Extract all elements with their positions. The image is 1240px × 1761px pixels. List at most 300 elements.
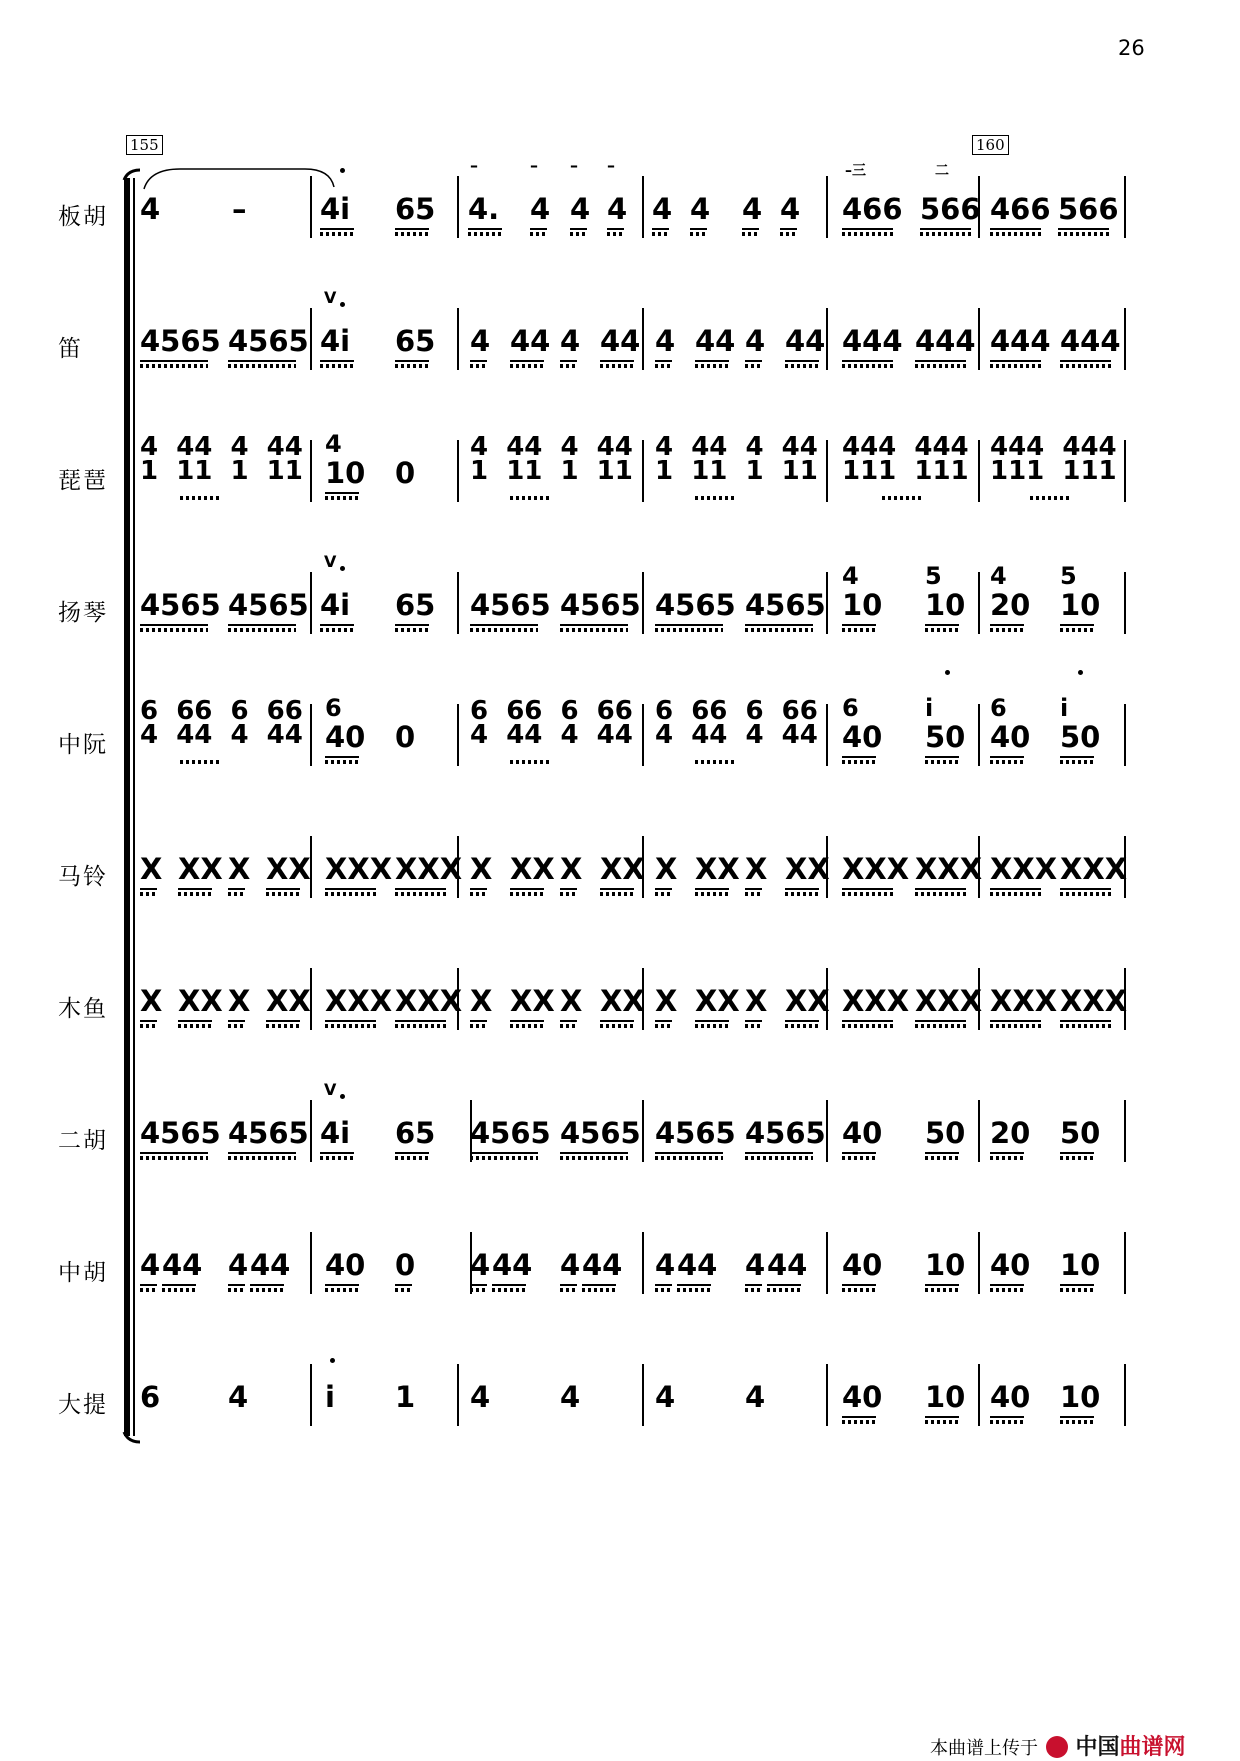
tremolo-mark xyxy=(655,1024,672,1028)
tremolo-mark xyxy=(925,1288,959,1292)
tremolo-mark xyxy=(570,232,587,236)
tremolo-mark xyxy=(990,1156,1024,1160)
underline xyxy=(325,888,376,890)
underline xyxy=(228,1284,245,1286)
instrument-label: 木鱼 xyxy=(58,996,108,1022)
note: 10 xyxy=(925,1248,966,1282)
note: XX xyxy=(785,852,830,886)
tremolo-mark xyxy=(560,364,577,368)
barline xyxy=(826,572,828,634)
chord-upper: 444 444 xyxy=(842,432,969,462)
tremolo-mark xyxy=(695,496,735,500)
underline xyxy=(842,1152,876,1154)
barline xyxy=(457,704,459,766)
chord-upper: 4 44 4 44 xyxy=(655,432,818,462)
note: XXX xyxy=(395,984,463,1018)
note: 10 xyxy=(1060,1248,1101,1282)
note: 4 xyxy=(690,192,711,226)
note: 50 xyxy=(925,1116,966,1150)
underline xyxy=(655,624,723,626)
tremolo-mark xyxy=(325,892,376,896)
note: XXX xyxy=(990,984,1058,1018)
underline xyxy=(915,1020,966,1022)
tremolo-mark xyxy=(530,232,547,236)
note: 65 xyxy=(395,192,436,226)
note: 4565 xyxy=(228,324,309,358)
tremolo-mark xyxy=(925,628,959,632)
underline xyxy=(468,228,502,230)
underline xyxy=(785,360,819,362)
underline xyxy=(925,1152,959,1154)
note: 4 xyxy=(745,324,766,358)
tremolo-mark xyxy=(320,1156,354,1160)
tremolo-mark xyxy=(395,1024,446,1028)
underline xyxy=(228,1020,245,1022)
tremolo-mark xyxy=(228,1156,296,1160)
note: 4 xyxy=(228,1248,249,1282)
note: 444 xyxy=(842,324,903,358)
note-upper: 4 xyxy=(325,430,342,458)
note-lower: 40 xyxy=(990,720,1031,754)
note-lower: 50 xyxy=(925,720,966,754)
barline xyxy=(642,1364,644,1426)
note: i xyxy=(325,1380,335,1414)
tremolo-mark xyxy=(325,1024,376,1028)
tremolo-mark xyxy=(1060,1288,1094,1292)
tremolo-mark xyxy=(785,892,819,896)
brace-top-cap xyxy=(122,168,142,182)
note-upper: 5 xyxy=(925,562,942,590)
barline xyxy=(310,1232,312,1294)
tremolo-mark xyxy=(842,1288,876,1292)
barline xyxy=(1124,440,1126,502)
note: 0 xyxy=(395,720,416,754)
note: 40 xyxy=(325,1248,366,1282)
tremolo-mark xyxy=(180,496,220,500)
tremolo-mark xyxy=(228,1288,245,1292)
note: 6 xyxy=(140,1380,161,1414)
chord-upper: 4 44 4 44 xyxy=(470,432,633,462)
instrument-label: 笛 xyxy=(58,336,83,362)
note: 4 xyxy=(607,192,628,226)
underline xyxy=(1060,888,1111,890)
underline xyxy=(228,360,296,362)
underline xyxy=(320,624,354,626)
underline xyxy=(652,228,669,230)
note: XX xyxy=(266,984,311,1018)
tremolo-mark xyxy=(925,1156,959,1160)
tremolo-mark xyxy=(560,1156,628,1160)
tremolo-mark xyxy=(140,1156,208,1160)
underline xyxy=(990,624,1024,626)
barline xyxy=(642,1100,644,1162)
barline xyxy=(826,1364,828,1426)
note: XXX xyxy=(842,852,910,886)
underline xyxy=(510,1020,544,1022)
underline xyxy=(842,888,893,890)
note-upper: 5 xyxy=(1060,562,1077,590)
underline xyxy=(140,1152,208,1154)
note: X xyxy=(140,984,163,1018)
note: X xyxy=(655,984,678,1018)
note: XXX xyxy=(842,984,910,1018)
underline xyxy=(492,1284,526,1286)
tremolo-mark xyxy=(842,1420,876,1424)
tremolo-mark xyxy=(560,892,577,896)
barline xyxy=(1124,176,1126,238)
underline xyxy=(1060,624,1094,626)
tremolo-mark xyxy=(320,232,354,236)
underline xyxy=(1058,228,1109,230)
barline xyxy=(826,440,828,502)
underline xyxy=(510,888,544,890)
note: 4565 xyxy=(140,1116,221,1150)
note-lower: 10 xyxy=(1060,588,1101,622)
note: 4 xyxy=(560,324,581,358)
tremolo-mark xyxy=(842,1024,893,1028)
note: 4565 xyxy=(655,1116,736,1150)
underline xyxy=(228,624,296,626)
underline xyxy=(470,360,487,362)
note: 4 xyxy=(652,192,673,226)
underline xyxy=(655,1152,723,1154)
underline xyxy=(325,492,359,494)
breath-mark: V xyxy=(324,288,337,307)
underline xyxy=(178,888,212,890)
note: 40 xyxy=(990,1248,1031,1282)
underline xyxy=(320,360,354,362)
note: 50 xyxy=(1060,1116,1101,1150)
tremolo-mark xyxy=(1060,628,1094,632)
tremolo-mark xyxy=(492,1288,526,1292)
barline xyxy=(826,1232,828,1294)
tremolo-mark xyxy=(560,628,628,632)
underline xyxy=(228,1152,296,1154)
note: 10 xyxy=(925,1380,966,1414)
note: 44 xyxy=(767,1248,808,1282)
note: XX xyxy=(785,984,830,1018)
tremolo-mark xyxy=(842,892,893,896)
tremolo-mark xyxy=(470,892,487,896)
underline xyxy=(140,360,208,362)
tremolo-mark xyxy=(745,1024,762,1028)
note: 466 xyxy=(990,192,1051,226)
barline xyxy=(978,1100,980,1162)
chord-lower: 1 11 1 11 xyxy=(140,456,303,486)
underline xyxy=(990,1284,1024,1286)
tremolo-mark xyxy=(395,364,429,368)
note: XX xyxy=(178,852,223,886)
measure-number-160: 160 xyxy=(972,135,1009,155)
note: X xyxy=(140,852,163,886)
tremolo-mark xyxy=(1060,892,1111,896)
note: XX xyxy=(178,984,223,1018)
underline xyxy=(395,1020,446,1022)
octave-dot xyxy=(340,566,345,571)
underline xyxy=(600,888,634,890)
tenuto-mark: – xyxy=(470,156,478,175)
tremolo-mark xyxy=(320,628,354,632)
note: 4565 xyxy=(560,588,641,622)
underline xyxy=(695,1020,729,1022)
barline xyxy=(642,440,644,502)
tremolo-mark xyxy=(140,1024,157,1028)
tremolo-mark xyxy=(915,364,966,368)
tremolo-mark xyxy=(695,760,735,764)
underline xyxy=(250,1284,284,1286)
underline xyxy=(745,1284,762,1286)
note: 4565 xyxy=(560,1116,641,1150)
tremolo-mark xyxy=(745,892,762,896)
note-upper: i xyxy=(925,694,934,722)
note-lower: 40 xyxy=(325,720,366,754)
breath-mark: V xyxy=(324,1080,337,1099)
chord-lower: 4 44 4 44 xyxy=(470,720,633,750)
footer-brand-a[interactable]: 中国 xyxy=(1075,1735,1120,1760)
underline xyxy=(600,1020,634,1022)
chord-upper: 6 66 6 66 xyxy=(470,696,633,726)
tremolo-mark xyxy=(655,1156,723,1160)
note: XX xyxy=(266,852,311,886)
tremolo-mark xyxy=(655,1288,672,1292)
tremolo-mark xyxy=(228,1024,245,1028)
underline xyxy=(920,228,971,230)
underline xyxy=(510,360,544,362)
barline xyxy=(310,176,312,238)
barline xyxy=(457,1364,459,1426)
underline xyxy=(560,624,628,626)
underline xyxy=(162,1284,196,1286)
note-lower: 10 xyxy=(925,588,966,622)
note: 44 xyxy=(677,1248,718,1282)
note: 4i xyxy=(320,192,351,226)
tremolo-mark xyxy=(395,892,446,896)
underline xyxy=(990,1020,1041,1022)
underline xyxy=(1060,360,1111,362)
barline xyxy=(457,308,459,370)
tremolo-mark xyxy=(1060,1156,1094,1160)
measure-number-155: 155 xyxy=(126,135,163,155)
tremolo-mark xyxy=(607,232,624,236)
barline xyxy=(826,308,828,370)
tremolo-mark xyxy=(785,1024,819,1028)
chord-lower: 4 44 4 44 xyxy=(655,720,818,750)
system-brace-thin xyxy=(133,178,135,1436)
underline xyxy=(767,1284,801,1286)
underline xyxy=(325,1284,359,1286)
tremolo-mark xyxy=(990,1288,1024,1292)
underline xyxy=(745,360,762,362)
tremolo-mark xyxy=(842,364,893,368)
note: 4565 xyxy=(140,324,221,358)
note: 4 xyxy=(560,1380,581,1414)
underline xyxy=(470,1152,538,1154)
tenuto-mark: – xyxy=(530,156,538,175)
tremolo-mark xyxy=(510,1024,544,1028)
note: XXX xyxy=(990,852,1058,886)
note: 1 xyxy=(395,1380,416,1414)
underline xyxy=(1060,756,1094,758)
underline xyxy=(695,360,729,362)
tremolo-mark xyxy=(655,628,723,632)
note: 4 xyxy=(742,192,763,226)
tremolo-mark xyxy=(990,232,1041,236)
tremolo-mark xyxy=(990,364,1041,368)
chord-upper: 444 444 xyxy=(990,432,1117,462)
note: X xyxy=(228,984,251,1018)
note-lower: 40 xyxy=(842,720,883,754)
barline xyxy=(310,1364,312,1426)
note: 65 xyxy=(395,324,436,358)
note: 4565 xyxy=(745,1116,826,1150)
note: 40 xyxy=(842,1248,883,1282)
tremolo-mark xyxy=(990,760,1024,764)
chord-lower: 4 44 4 44 xyxy=(140,720,303,750)
note: 4 xyxy=(560,1248,581,1282)
underline xyxy=(266,1020,300,1022)
note-upper: 4 xyxy=(990,562,1007,590)
note: 4 xyxy=(745,1248,766,1282)
underline xyxy=(655,360,672,362)
underline xyxy=(178,1020,212,1022)
tremolo-mark xyxy=(780,232,797,236)
barline xyxy=(310,704,312,766)
note: 466 xyxy=(842,192,903,226)
note: 4565 xyxy=(470,1116,551,1150)
footer-brand-b[interactable]: 曲谱网 xyxy=(1119,1735,1186,1760)
tremolo-mark xyxy=(925,1420,959,1424)
tremolo-mark xyxy=(655,892,672,896)
octave-dot xyxy=(340,168,345,173)
note: 44 xyxy=(162,1248,203,1282)
note-lower: 50 xyxy=(1060,720,1101,754)
tremolo-mark xyxy=(600,1024,634,1028)
note: X xyxy=(228,852,251,886)
footer-credit xyxy=(930,1730,1186,1761)
tremolo-mark xyxy=(745,1288,762,1292)
tremolo-mark xyxy=(990,1024,1041,1028)
barline xyxy=(310,440,312,502)
tremolo-mark xyxy=(1058,232,1109,236)
note: 4565 xyxy=(655,588,736,622)
tremolo-mark xyxy=(510,364,544,368)
octave-dot xyxy=(340,1094,345,1099)
chord-lower: 1 11 1 11 xyxy=(655,456,818,486)
barline xyxy=(978,572,980,634)
note: X xyxy=(470,984,493,1018)
note: 566 xyxy=(920,192,981,226)
underline xyxy=(842,1020,893,1022)
barline xyxy=(978,1364,980,1426)
note: 4 xyxy=(655,324,676,358)
tremolo-mark xyxy=(1060,1420,1094,1424)
chord-upper: 6 66 6 66 xyxy=(655,696,818,726)
tremolo-mark xyxy=(470,1156,538,1160)
note: X xyxy=(560,852,583,886)
note: 4 xyxy=(745,1380,766,1414)
barline xyxy=(457,176,459,238)
tremolo-mark xyxy=(1030,496,1070,500)
barline xyxy=(310,572,312,634)
tremolo-mark xyxy=(842,628,876,632)
barline xyxy=(642,1232,644,1294)
barline xyxy=(978,440,980,502)
tremolo-mark xyxy=(915,1024,966,1028)
underline xyxy=(266,888,300,890)
underline xyxy=(925,1416,959,1418)
tenuto-mark: – xyxy=(607,156,615,175)
note: 4 xyxy=(655,1248,676,1282)
note-upper: 6 xyxy=(842,694,859,722)
underline xyxy=(1060,1284,1094,1286)
note: 444 xyxy=(1060,324,1121,358)
tremolo-mark xyxy=(395,628,429,632)
tremolo-mark xyxy=(600,364,634,368)
barline xyxy=(978,704,980,766)
chord-lower: 111 111 xyxy=(990,456,1117,486)
underline xyxy=(325,1020,376,1022)
barline xyxy=(457,440,459,502)
tremolo-mark xyxy=(560,1288,577,1292)
note: 4565 xyxy=(140,588,221,622)
barline xyxy=(642,176,644,238)
underline xyxy=(915,360,966,362)
chord-lower: 111 111 xyxy=(842,456,969,486)
note: XXX xyxy=(325,852,393,886)
underline xyxy=(530,228,547,230)
tremolo-mark xyxy=(842,760,876,764)
site-logo-icon xyxy=(1046,1736,1068,1758)
tremolo-mark xyxy=(510,892,544,896)
instrument-label: 二胡 xyxy=(58,1128,108,1154)
note: 44 xyxy=(785,324,826,358)
note: 4 xyxy=(228,1380,249,1414)
tremolo-mark xyxy=(695,364,729,368)
instrument-label: 中阮 xyxy=(58,732,108,758)
tremolo-mark xyxy=(915,892,966,896)
underline xyxy=(560,1020,577,1022)
underline xyxy=(140,888,157,890)
tremolo-mark xyxy=(178,1024,212,1028)
barline xyxy=(1124,704,1126,766)
note: 44 xyxy=(582,1248,623,1282)
underline xyxy=(395,624,429,626)
octave-dot xyxy=(1078,670,1083,675)
underline xyxy=(395,888,446,890)
note: 65 xyxy=(395,588,436,622)
instrument-label: 马铃 xyxy=(58,864,108,890)
tremolo-mark xyxy=(228,364,296,368)
tremolo-mark xyxy=(745,1156,813,1160)
note: 44 xyxy=(510,324,551,358)
note: 4565 xyxy=(745,588,826,622)
note: 40 xyxy=(842,1380,883,1414)
bowing-down-mark: 二 xyxy=(935,163,949,179)
underline xyxy=(990,756,1024,758)
chord-lower: 1 11 1 11 xyxy=(470,456,633,486)
underline xyxy=(780,228,797,230)
barline xyxy=(1124,1364,1126,1426)
note: 4 xyxy=(570,192,591,226)
note: X xyxy=(745,984,768,1018)
note: X xyxy=(745,852,768,886)
chord-upper: 4 44 4 44 xyxy=(140,432,303,462)
note: 4 xyxy=(655,1380,676,1414)
barline xyxy=(1124,1100,1126,1162)
barline xyxy=(310,1100,312,1162)
note: 4 xyxy=(470,1248,491,1282)
instrument-label: 板胡 xyxy=(58,204,108,230)
